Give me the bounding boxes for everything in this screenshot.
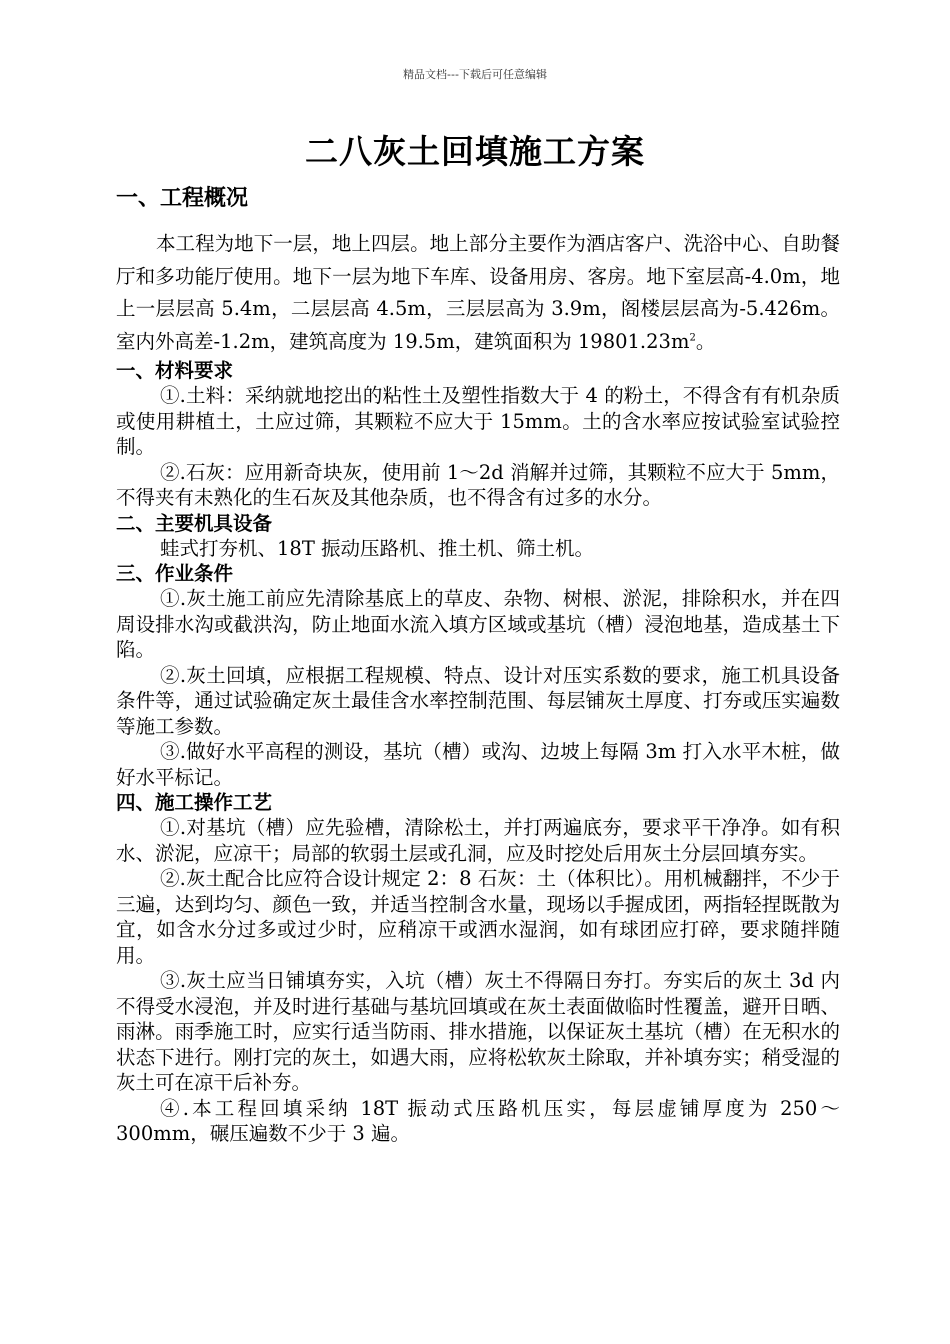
superscript: 2	[689, 332, 696, 344]
paragraph: ④.本工程回填采纳 18T 振动式压路机压实，每层虚铺厚度为 250～300mm，碾压遍数不少于 3 遍。	[116, 1096, 840, 1146]
document-body	[116, 182, 840, 1147]
section-heading: 二、主要机具设备	[116, 511, 273, 535]
paragraph: ①.对基坑（槽）应先验槽，清除松土，并打两遍底夯，要求平干净净。如有积水、淤泥，应凉干；局部的软弱土层或孔洞，应及时挖处后用灰土分层回填夯实。	[116, 816, 840, 865]
paragraph: ②.灰土配合比应符合设计规定 2：8 石灰：土（体积比）。用机械翻拌，不少于三遍，达到均匀、颜色一致，并适当控制含水量，现场以手握成团，两指轻捏既散为宜，如含水分过多或过少时，应稍凉干或洒水湿润，如有球团应打碎，要求随拌随用。	[116, 867, 840, 967]
overview-text: 本工程为地下一层，地上四层。地上部分主要作为酒店客户、洗浴中心、自助餐厅和多功能厅使用。地下一层为地下车库、设备用房、客房。地下室层高-4.0m，地上一层层高 5.4m，二层层高 4.5m，三层层高为 3.9m，阁楼层层高为-5.426m。室内外高差-1.2m，建筑高度为 19.5m，建筑面积为 19801.23m	[116, 232, 840, 353]
paragraph: ②.石灰：应用新奇块灰，使用前 1～2d 消解并过筛，其颗粒不应大于 5mm，不得夹有未熟化的生石灰及其他杂质，也不得含有过多的水分。	[116, 460, 840, 510]
paragraph: ③.灰土应当日铺填夯实，入坑（槽）灰土不得隔日夯打。夯实后的灰土 3d 内不得受水浸泡，并及时进行基础与基坑回填或在灰土表面做临时性覆盖，避开日晒、雨淋。雨季施工时，应实行适当防雨、排水措施，以保证灰土基坑（槽）在无积水的状态下进行。刚打完的灰土，如遇大雨，应将松软灰土除取，并补填夯实；稍受湿的灰土可在凉干后补夯。	[116, 969, 840, 1095]
section-conditions	[116, 561, 840, 790]
overview-end: 。	[695, 329, 716, 353]
paragraph: ①.灰土施工前应先清除基底上的草皮、杂物、树根、淤泥，排除积水，并在四周设排水沟或截洪沟，防止地面水流入填方区域或基坑（槽）浸泡地基，造成基土下陷。	[116, 587, 840, 662]
section-heading: 三、作业条件	[116, 562, 234, 586]
section-heading: 一、材料要求	[116, 359, 234, 383]
overview-heading: 一、工程概况	[116, 186, 249, 211]
section-equipment	[116, 511, 840, 562]
document-title: 二八灰土回填施工方案	[305, 132, 645, 171]
section-procedure	[116, 790, 840, 1147]
section-heading: 四、施工操作工艺	[116, 791, 273, 815]
paragraph: ③.做好水平高程的测设，基坑（槽）或沟、边坡上每隔 3m 打入水平木桩，做好水平标记。	[116, 740, 840, 789]
paragraph: ②.灰土回填，应根据工程规模、特点、设计对压实系数的要求，施工机具设备条件等，通过试验确定灰土最佳含水率控制范围、每层铺灰土厚度、打夯或压实遍数等施工参数。	[116, 663, 840, 738]
page-header: 精品文档---下载后可任意编辑	[403, 68, 547, 81]
paragraph: 蛙式打夯机、18T 振动压路机、推土机、筛土机。	[160, 536, 595, 560]
section-materials	[116, 358, 840, 511]
paragraph: ①.土料：采纳就地挖出的粘性土及塑性指数大于 4 的粉土，不得含有有机杂质或使用耕植土，土应过筛，其颗粒不应大于 15mm。土的含水率应按试验室试验控制。	[116, 384, 840, 459]
overview-paragraph	[116, 228, 840, 358]
